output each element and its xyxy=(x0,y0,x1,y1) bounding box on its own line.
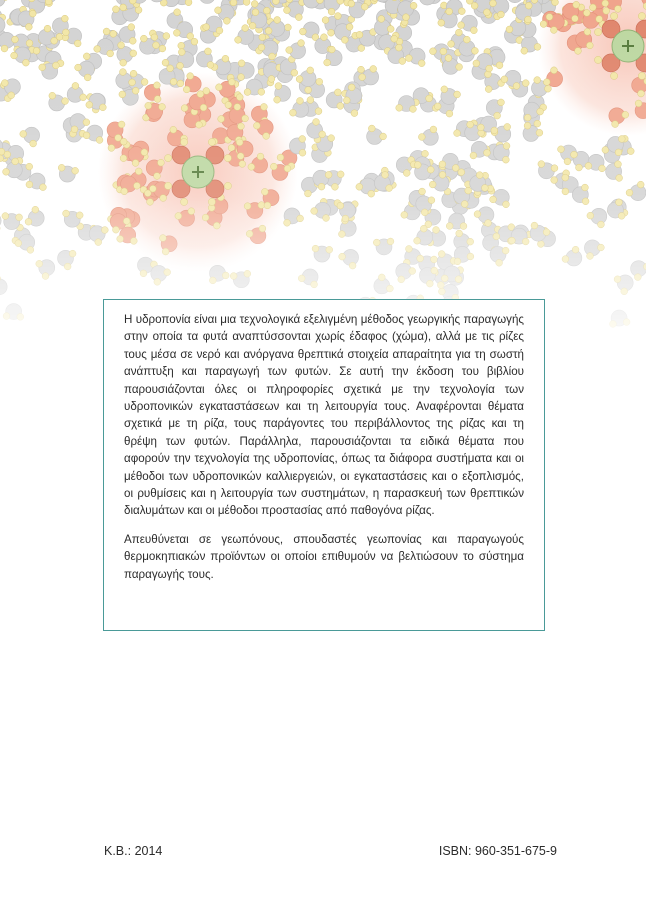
isbn: ISBN: 960-351-675-9 xyxy=(438,844,557,858)
description-box xyxy=(103,299,545,631)
book-code: Κ.Β.: 2014 xyxy=(104,844,163,858)
description-paragraph-2: Απευθύνεται σε γεωπόνους, σπουδαστές γεωπονίας και παραγωγούς θερμοκηπιακών προϊόντων οι οποίοι επιθυμούν να βελτιώσουν το σύστημα παραγωγής τους. xyxy=(124,532,524,581)
description-paragraph-1: Η υδροπονία είναι μια τεχνολογικά εξελιγμένη μέθοδος γεωργικής παραγωγής στην οποία τα φυτά αναπτύσσονται χωρίς έδαφος (χώμα), αλλά με τις ρίζες τους μέσα σε νερό και ανόργανα θρεπτικά στοιχεία απαραίτητα για τη σωστή ανάπτυξη και παραγωγή των φυτών. Σε αυτή την έκδοση του βιβλίου παρουσιάζονται όλες οι πληροφορίες σχετικά με την τεχνολογία των υδροπονικών εγκαταστάσεων και τη λειτουργία τους. Αναφέρονται θέματα σχετικά με τη ρίζα, τους παράγοντες του περιβάλλοντος της ρίζας και τη θρέψη των φυτών. Παράλληλα, παρουσιάζονται τα ειδικά θέματα που αφορούν την τεχνολογία της υδροπονίας, όπως τα διάφορα συστήματα και οι μέθοδοι των υδροπονικών καλλιεργειών, οι εγκαταστάσεις και ο εξοπλισμός, οι ρυθμίσεις και η λειτουργία των συστημάτων, η παρασκευή των θρεπτικών διαλυμάτων και οι μέθοδοι προστασίας από παθογόνα ρίζας. xyxy=(124,313,524,518)
